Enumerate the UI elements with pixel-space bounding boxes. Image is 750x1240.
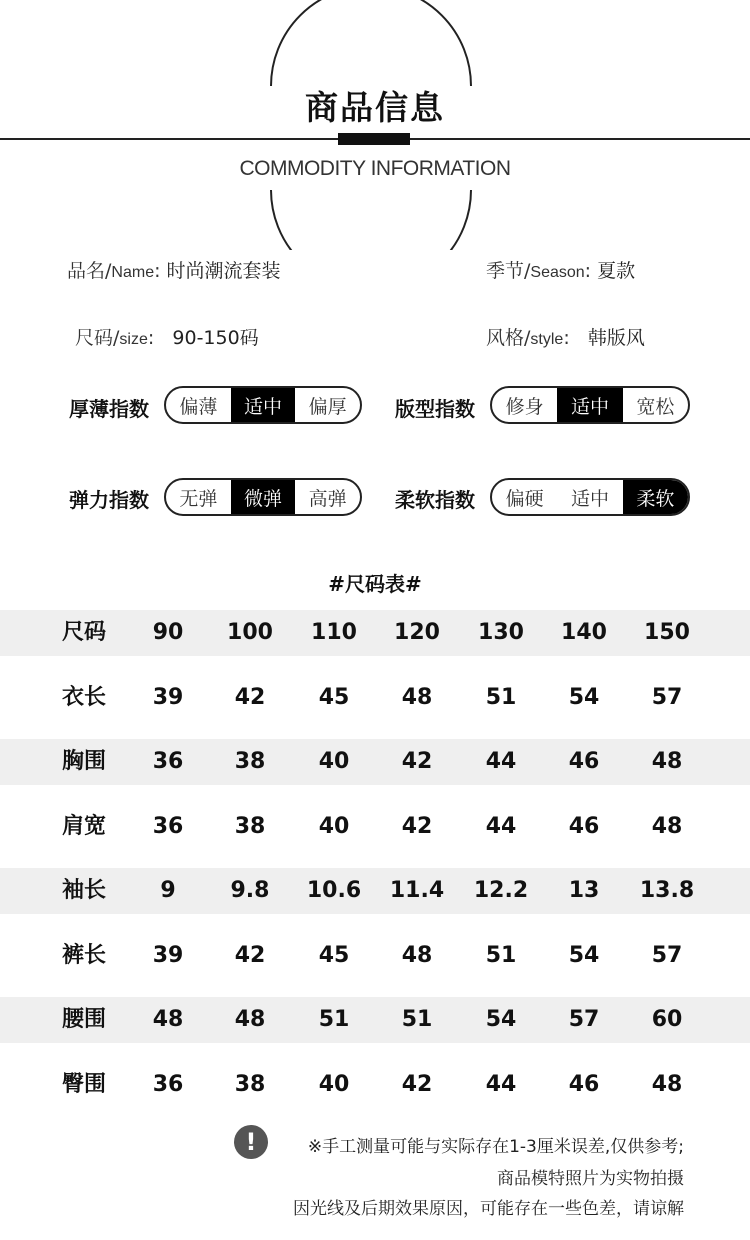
thickness-option-thin: 偏薄 (179, 395, 218, 418)
elasticity-option-slight: 微弹 (231, 480, 296, 514)
table-cell: 51 (401, 1007, 433, 1032)
info-season: 季节/Season: 夏款 (486, 260, 636, 282)
table-cell: 38 (234, 814, 266, 839)
size-label: 尺码/ (75, 327, 120, 349)
row-label: 胸围 (62, 749, 107, 774)
table-cell: 57 (651, 685, 683, 710)
table-cell: 44 (485, 814, 517, 839)
table-cell: 46 (568, 749, 600, 774)
table-row (0, 997, 750, 1043)
row-label: 裤长 (62, 943, 107, 968)
table-cell: 38 (234, 749, 266, 774)
table-cell: 150 (644, 620, 690, 645)
elasticity-option-high: 高弹 (308, 487, 347, 510)
table-cell: 13.8 (639, 878, 695, 903)
thickness-option-medium: 适中 (231, 388, 296, 422)
table-cell: 44 (485, 1072, 517, 1097)
softness-index-label: 柔软指数 (395, 488, 475, 512)
elasticity-index-selector (164, 478, 362, 516)
table-cell: 42 (401, 749, 433, 774)
page-subtitle: COMMODITY INFORMATION (239, 157, 511, 180)
table-cell: 60 (651, 1007, 683, 1032)
header-rule-bar (338, 133, 410, 145)
table-cell: 40 (318, 749, 350, 774)
table-cell: 90 (152, 620, 184, 645)
table-cell: 57 (651, 943, 683, 968)
size-label-en: size (119, 331, 148, 348)
style-label: 风格/ (486, 327, 531, 349)
row-label: 袖长 (62, 878, 107, 903)
table-cell: 42 (401, 1072, 433, 1097)
table-cell: 45 (318, 685, 350, 710)
table-cell: 42 (234, 685, 266, 710)
row-label: 臀围 (62, 1072, 107, 1097)
style-label-en: style (530, 331, 564, 348)
table-cell: 57 (568, 1007, 600, 1032)
row-label: 腰围 (62, 1007, 107, 1032)
info-name: 品名/Name: 时尚潮流套装 (67, 260, 281, 282)
table-cell: 130 (478, 620, 524, 645)
table-cell: 38 (234, 1072, 266, 1097)
table-cell: 46 (568, 1072, 600, 1097)
table-row (0, 933, 750, 979)
table-cell: 100 (227, 620, 273, 645)
table-cell: 46 (568, 814, 600, 839)
table-cell: 39 (152, 943, 184, 968)
table-row (0, 868, 750, 914)
table-cell: 54 (485, 1007, 517, 1032)
footer-note-1: ※手工测量可能与实际存在1-3厘米误差,仅供参考; (307, 1137, 684, 1157)
table-cell: 36 (152, 749, 184, 774)
table-cell: 42 (401, 814, 433, 839)
info-size: 尺码/size: 90-150码 (75, 327, 259, 349)
table-cell: 39 (152, 685, 184, 710)
table-row (0, 675, 750, 721)
table-cell: 54 (568, 685, 600, 710)
table-cell: 51 (318, 1007, 350, 1032)
name-value: 时尚潮流套装 (166, 260, 281, 282)
table-cell: 51 (485, 685, 517, 710)
table-cell: 110 (311, 620, 357, 645)
table-cell: 51 (485, 943, 517, 968)
table-cell: 45 (318, 943, 350, 968)
table-cell: 48 (401, 685, 433, 710)
table-cell: 36 (152, 814, 184, 839)
table-cell: 9 (160, 878, 176, 903)
fit-index-selector (490, 386, 690, 424)
fit-option-slim: 修身 (505, 395, 544, 418)
thickness-index-label: 厚薄指数 (69, 397, 149, 421)
page-title: 商品信息 (305, 88, 445, 127)
arc-bottom (271, 190, 471, 250)
footer-note-2: 商品模特照片为实物拍摄 (497, 1169, 684, 1189)
season-value: 夏款 (597, 260, 636, 282)
table-cell: 120 (394, 620, 440, 645)
table-cell: 44 (485, 749, 517, 774)
table-cell: 12.2 (473, 878, 529, 903)
elasticity-option-none: 无弹 (179, 487, 218, 510)
arc-top (271, 0, 471, 86)
table-cell: 13 (568, 878, 600, 903)
thickness-index-selector (164, 386, 362, 424)
fit-index-label: 版型指数 (395, 397, 475, 421)
row-label: 肩宽 (62, 814, 107, 839)
table-row (0, 739, 750, 785)
table-cell: 42 (234, 943, 266, 968)
footer-note-3: 因光线及后期效果原因，可能存在一些色差，请谅解 (293, 1199, 684, 1219)
table-cell: 48 (234, 1007, 266, 1032)
name-label: 品名/ (67, 260, 112, 282)
fit-option-loose: 宽松 (636, 395, 675, 418)
thickness-option-thick: 偏厚 (308, 395, 347, 418)
size-table-title: #尺码表# (328, 572, 422, 596)
table-cell: 54 (568, 943, 600, 968)
table-cell: 40 (318, 1072, 350, 1097)
row-label: 衣长 (62, 685, 107, 710)
fit-option-medium: 适中 (557, 388, 622, 422)
table-cell: 36 (152, 1072, 184, 1097)
softness-index-selector (490, 478, 690, 516)
name-label-en: Name (111, 264, 155, 281)
table-cell: 11.4 (389, 878, 445, 903)
table-cell: 48 (651, 749, 683, 774)
softness-option-hard: 偏硬 (505, 487, 544, 510)
table-row (0, 610, 750, 656)
softness-option-soft: 柔软 (623, 480, 688, 514)
season-label: 季节/ (486, 260, 531, 282)
table-row (0, 1062, 750, 1108)
softness-option-medium: 适中 (570, 487, 609, 510)
table-cell: 9.8 (230, 878, 270, 903)
table-cell: 48 (651, 814, 683, 839)
style-value: 韩版风 (587, 327, 645, 349)
warning-icon: ! (234, 1125, 268, 1159)
row-label: 尺码 (62, 620, 107, 645)
table-cell: 48 (651, 1072, 683, 1097)
table-row (0, 804, 750, 850)
season-label-en: Season (530, 264, 585, 281)
table-cell: 40 (318, 814, 350, 839)
size-value: 90-150码 (172, 327, 259, 349)
table-cell: 48 (152, 1007, 184, 1032)
table-cell: 10.6 (306, 878, 362, 903)
info-style: 风格/style: 韩版风 (486, 327, 645, 349)
table-cell: 48 (401, 943, 433, 968)
elasticity-index-label: 弹力指数 (69, 488, 149, 512)
table-cell: 140 (561, 620, 607, 645)
